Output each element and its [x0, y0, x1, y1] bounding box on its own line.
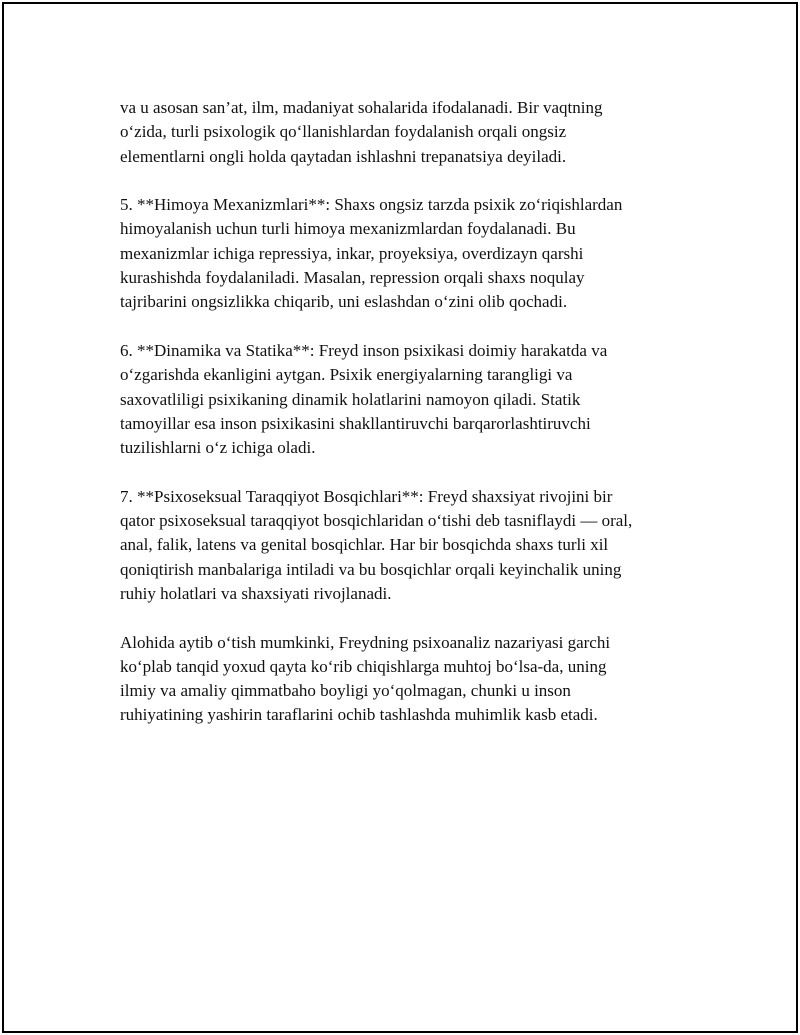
- paragraph-psixoseksual-taraqqiyot: 7. **Psixoseksual Taraqqiyot Bosqichlari**: Freyd shaxsiyat rivojini bir qator psixoseksual taraqqiyot bosqichlaridan o‘tishi deb tasniflaydi — oral, anal, falik, latens va genital bosqichlar. Har bir bosqichda shaxs turli xil qoniqtirish manbalariga intiladi va bu bosqichlar orqali keyinchalik uning ruhiy holatlari va shaxsiyati rivojlanadi.: [120, 486, 633, 603]
- document-body: [120, 96, 695, 752]
- paragraph-dinamika-va-statika: 6. **Dinamika va Statika**: Freyd inson psixikasi doimiy harakatda va o‘zgarishda ekanligini aytgan. Psixik energiyalarning tarangligi va saxovatliligi psixikaning dinamik holatlarini namoyon qiladi. Statik tamoyillar esa inson psixikasini shakllantiruvchi barqarorlashtiruvchi tuzilishlarni o‘z ichiga oladi.: [120, 340, 608, 458]
- document-page: [2, 2, 798, 1033]
- paragraph-himoya-mexanizmlari: 5. **Himoya Mexanizmlari**: Shaxs ongsiz tarzda psixik zo‘riqishlardan himoyalanish uchun turli himoya mexanizmlardan foydalanadi. Bu mexanizmlar ichiga repressiya, inkar, proyeksiya, overdizayn qarshi kurashishda foydalaniladi. Masalan, repression orqali shaxs noqulay tajribarini ongsizlikka chiqarib, uni eslashdan o‘zini olib qochadi.: [120, 195, 623, 312]
- paragraph-conclusion: Alohida aytib o‘tish mumkinki, Freydning psixoanaliz nazariyasi garchi ko‘plab tanqid yoxud qayta ko‘rib chiqishlarga muhtoj bo‘lsa-da, uning ilmiy va amaliy qimmatbaho boyligi yo‘qolmagan, chunki u inson ruhiyatining yashirin taraflarini ochib tashlashda muhimlik kasb etadi.: [120, 632, 611, 725]
- paragraph-continuation: va u asosan san’at, ilm, madaniyat sohalarida ifodalanadi. Bir vaqtning o‘zida, turli psixologik qo‘llanishlardan foydalanish orqali ongsiz elementlarni ongli holda qaytadan ishlashni trepanatsiya deyiladi.: [120, 98, 603, 166]
